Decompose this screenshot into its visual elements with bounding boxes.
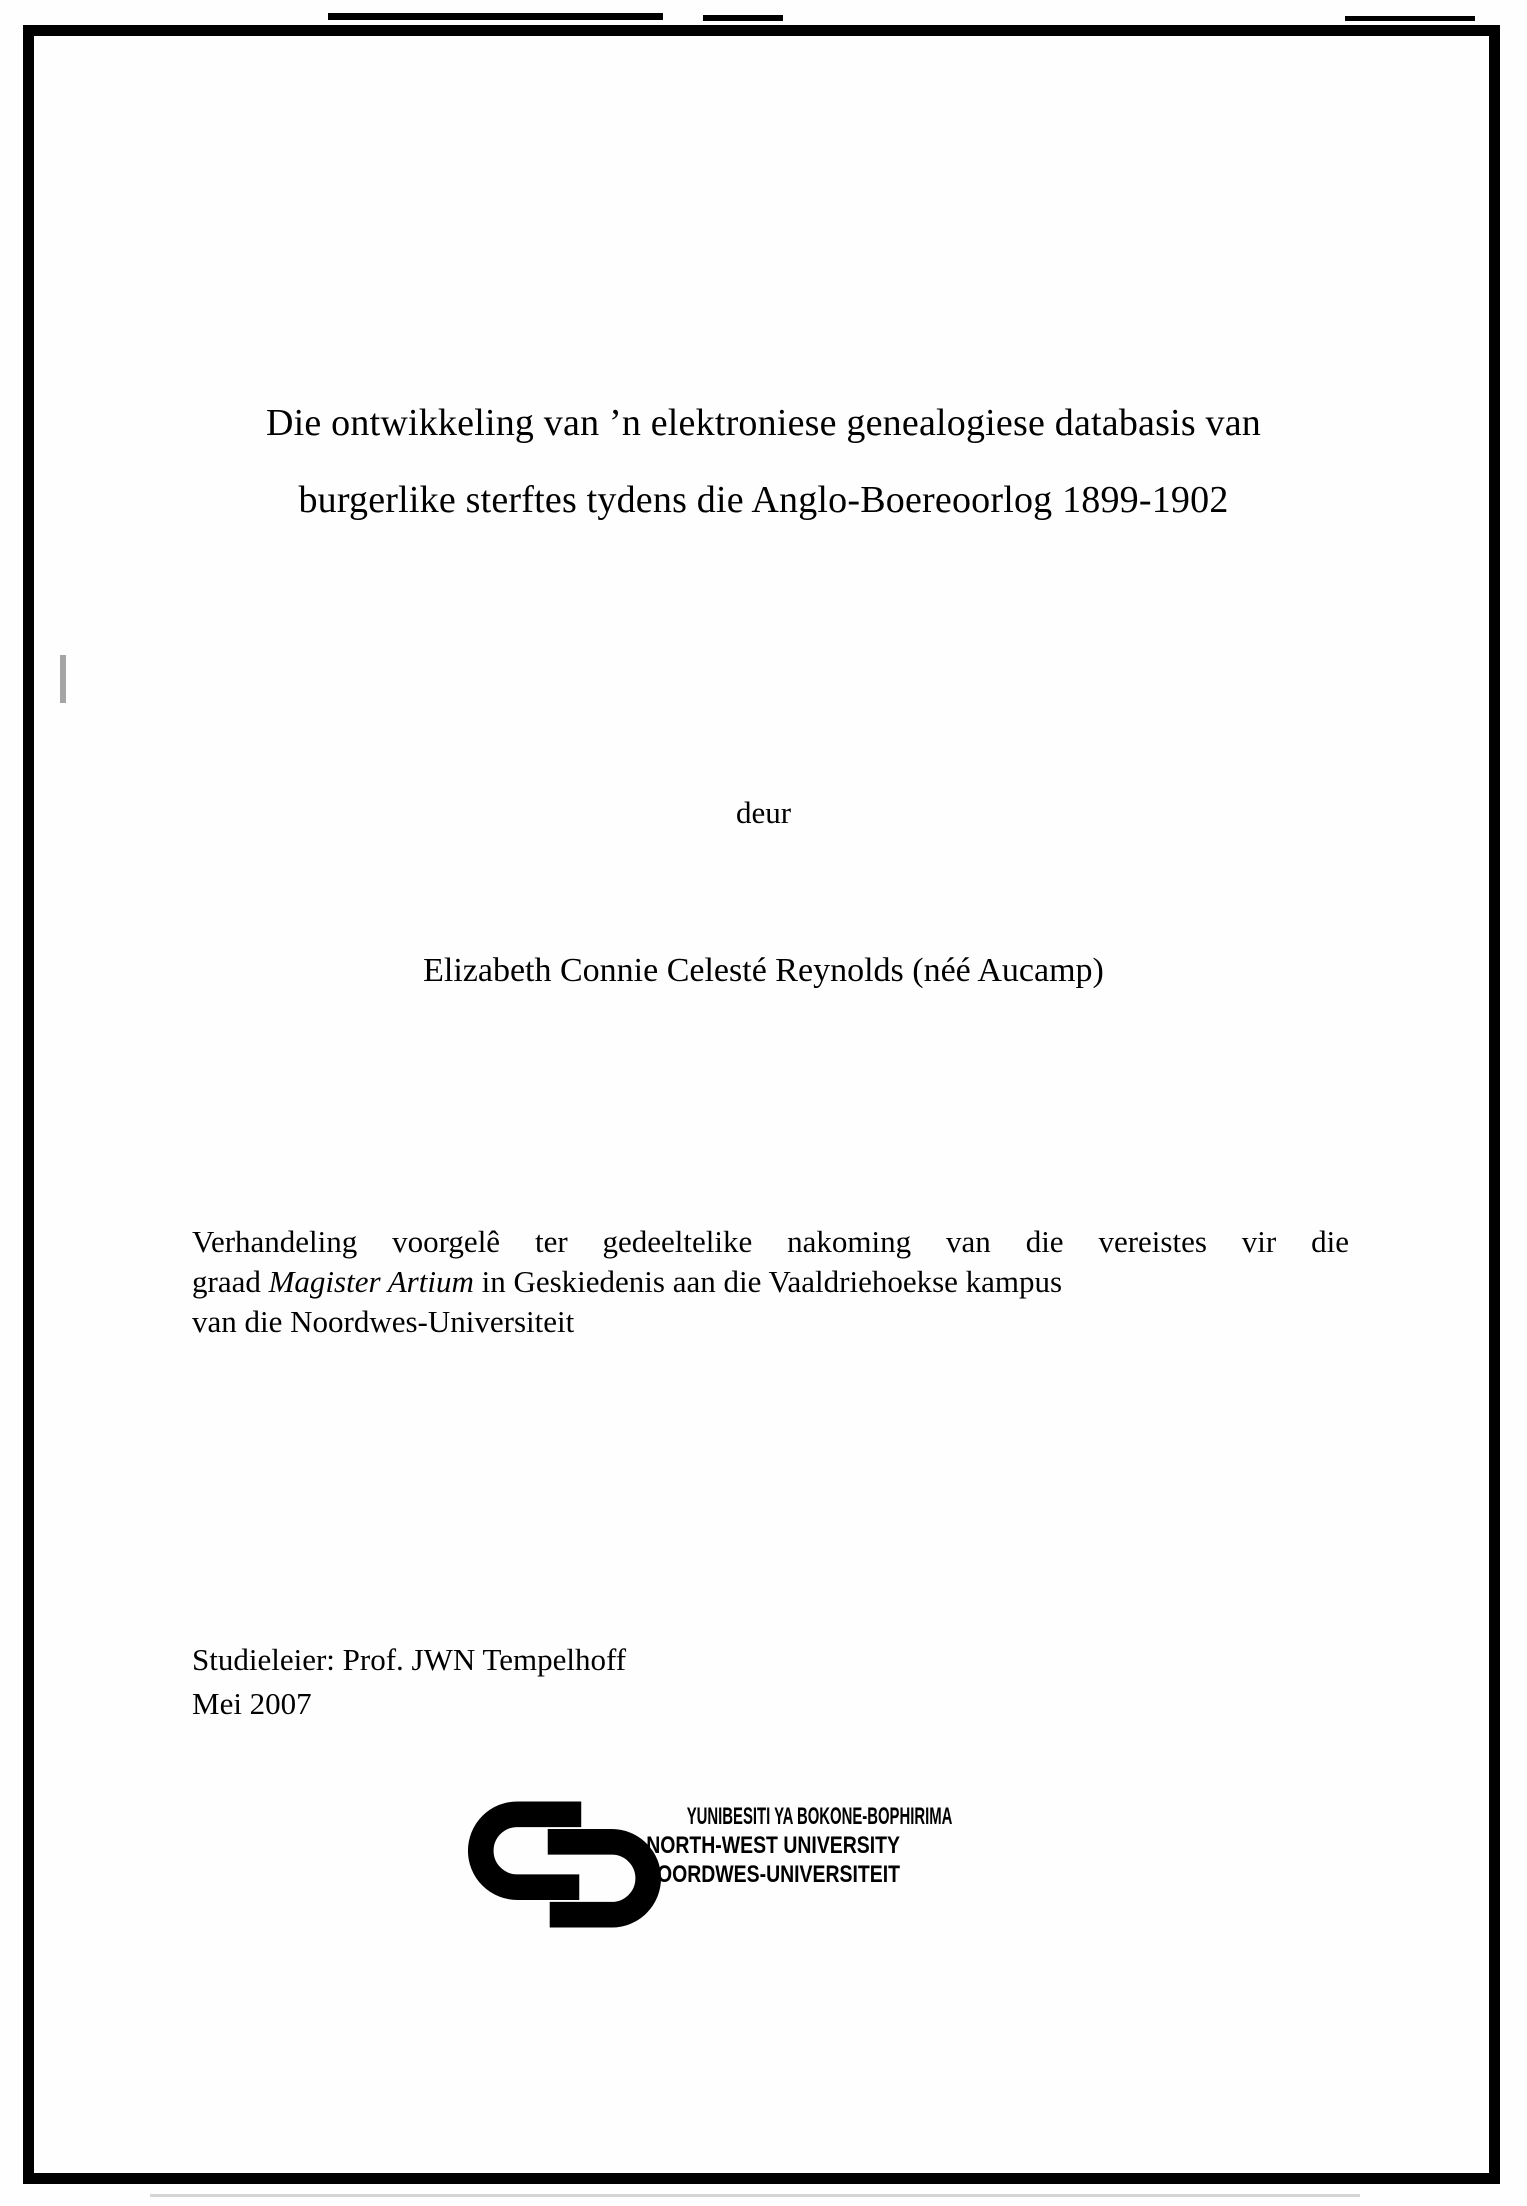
degree-name: Magister Artium xyxy=(268,1264,474,1299)
supervisor-block xyxy=(192,1638,1092,1726)
logo-line-english: NORTH-WEST UNIVERSITY xyxy=(646,1832,900,1859)
degree-statement xyxy=(192,1222,1349,1342)
date-line: Mei 2007 xyxy=(192,1686,312,1721)
thesis-title-line2: burgerlike sterftes tydens die Anglo-Boereoorlog 1899-1902 xyxy=(298,479,1229,521)
supervisor-line: Studieleier: Prof. JWN Tempelhoff xyxy=(192,1642,627,1677)
degree-statement-line1: Verhandeling voorgelê ter gedeeltelike nakoming van die vereistes vir die xyxy=(192,1224,1349,1259)
thesis-title-line1: Die ontwikkeling van ’n elektroniese genealogiese databasis van xyxy=(266,402,1261,444)
degree-statement-line2-suffix: in Geskiedenis aan die Vaaldriehoekse kampus xyxy=(473,1264,1063,1299)
author-name: Elizabeth Connie Celesté Reynolds (néé Aucamp) xyxy=(423,952,1104,989)
logo-line-setswana: YUNIBESITI YA BOKONE-BOPHIRIMA xyxy=(686,1803,953,1830)
thesis-title xyxy=(186,385,1341,539)
degree-statement-line2 xyxy=(192,1262,1349,1302)
logo-line-afrikaans: NOORDWES-UNIVERSITEIT xyxy=(642,1861,900,1888)
byline: deur xyxy=(735,795,792,830)
degree-statement-line3: van die Noordwes-Universiteit xyxy=(192,1304,575,1339)
university-logo-text xyxy=(556,1802,953,1889)
degree-statement-line2-prefix: graad xyxy=(192,1264,269,1299)
